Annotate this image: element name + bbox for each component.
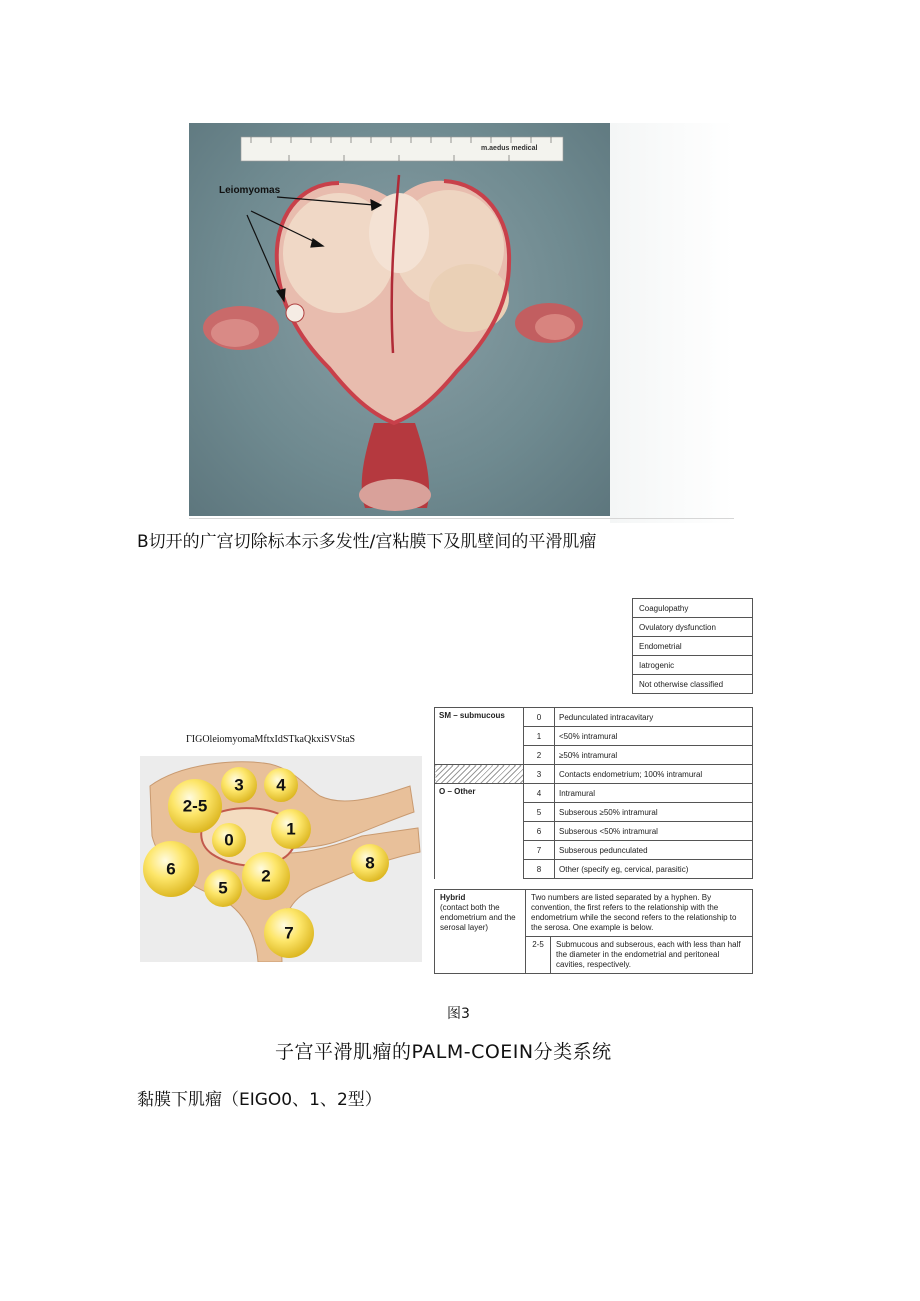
table-row [435, 765, 753, 784]
type-code: 8 [524, 860, 555, 879]
table-row [435, 890, 753, 937]
type-description: Pedunculated intracavitary [555, 708, 753, 727]
coein-table [632, 598, 753, 694]
fibroid-6 [143, 841, 199, 897]
specimen-illustration [189, 123, 610, 516]
svg-text:5: 5 [218, 878, 228, 898]
hybrid-table [434, 889, 753, 974]
svg-text:6: 6 [166, 859, 176, 879]
coein-item: Endometrial [633, 637, 753, 656]
svg-text:2: 2 [261, 866, 271, 886]
hybrid-example-description: Submucous and subserous, each with less than half the diameter in the endometrial and peritoneal cavities, respectively. [551, 937, 753, 974]
specimen-photo [189, 123, 610, 516]
table-row [435, 784, 753, 803]
fibroid-0 [212, 823, 246, 857]
type-description: Subserous pedunculated [555, 841, 753, 860]
type-description: Other (specify eg, cervical, parasitic) [555, 860, 753, 879]
other-category-label: O – Other [435, 784, 524, 879]
svg-text:0: 0 [224, 830, 234, 850]
figo-diagram-title: ΓIGOleiomyomaMftxIdSTkaQkxiSVStaS [186, 734, 356, 745]
hybrid-example-code: 2-5 [526, 937, 551, 974]
fibroid-5 [204, 869, 242, 907]
type-code: 6 [524, 822, 555, 841]
type-description: Subserous <50% intramural [555, 822, 753, 841]
figo-classification-table [434, 707, 753, 879]
svg-text:1: 1 [286, 819, 296, 839]
hatched-cell [435, 765, 524, 784]
coein-item: Not otherwise classified [633, 675, 753, 694]
type-description: Contacts endometrium; 100% intramural [555, 765, 753, 784]
fibroid-2-5 [168, 779, 222, 833]
type-code: 0 [524, 708, 555, 727]
coein-item: Iatrogenic [633, 656, 753, 675]
coein-item: Ovulatory dysfunction [633, 618, 753, 637]
uterus-diagram [140, 756, 422, 962]
type-description: Intramural [555, 784, 753, 803]
svg-text:7: 7 [284, 923, 294, 943]
svg-text:4: 4 [276, 775, 286, 795]
sm-category-label: SM – submucous [435, 708, 524, 765]
photo-right-fade [610, 123, 734, 523]
figure-label: 图3 [447, 1006, 470, 1022]
leiomyomas-label: Leiomyomas [219, 185, 281, 196]
hybrid-title: Hybrid [440, 893, 466, 902]
submucous-heading: 黏膜下肌瘤（EIGO0、1、2型） [137, 1090, 382, 1110]
hybrid-description: Two numbers are listed separated by a hyphen. By convention, the first refers to the relationship with the endometrium while the second refers to the relationship to the serosa. One example is below. [526, 890, 753, 937]
type-description: ≥50% intramural [555, 746, 753, 765]
type-description: <50% intramural [555, 727, 753, 746]
fibroid-3 [221, 767, 257, 803]
fibroid-8 [351, 844, 389, 882]
type-code: 3 [524, 765, 555, 784]
figo-diagram [140, 756, 422, 962]
type-code: 7 [524, 841, 555, 860]
type-code: 1 [524, 727, 555, 746]
table-row [435, 708, 753, 727]
photo-caption: B切开的广宫切除标本示多发性/宫粘膜下及肌壁间的平滑肌瘤 [137, 532, 597, 552]
hybrid-subtitle: (contact both the endometrium and the serosal layer) [440, 903, 516, 932]
fibroid-1 [271, 809, 311, 849]
svg-text:8: 8 [365, 853, 375, 873]
fibroid-2 [242, 852, 290, 900]
palm-coein-title: 子宫平滑肌瘤的PALM-COEIN分类系统 [275, 1041, 612, 1063]
coein-item: Coagulopathy [633, 599, 753, 618]
photo-baseline [189, 518, 734, 519]
ruler-brand-text: m.aedus medical [481, 145, 538, 152]
fibroid-7 [264, 908, 314, 958]
hybrid-category [435, 890, 526, 974]
type-code: 2 [524, 746, 555, 765]
type-code: 5 [524, 803, 555, 822]
type-code: 4 [524, 784, 555, 803]
svg-text:2-5: 2-5 [182, 796, 208, 816]
type-description: Subserous ≥50% intramural [555, 803, 753, 822]
fibroid-4 [264, 768, 298, 802]
svg-text:3: 3 [234, 775, 244, 795]
